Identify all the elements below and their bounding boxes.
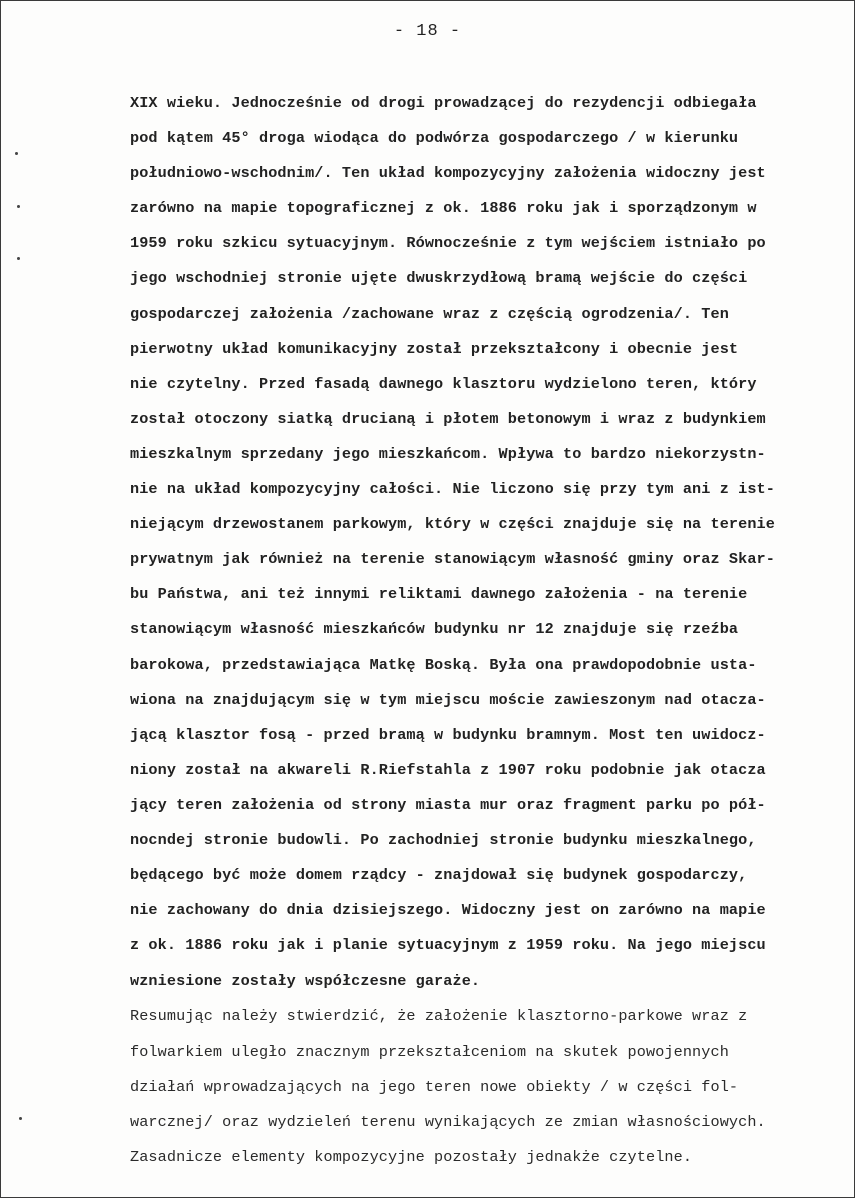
text-line: niony został na akwareli R.Riefstahla z 1907 roku podobnie jak otacza — [130, 760, 766, 779]
text-line: pod kątem 45° droga wiodąca do podwórza gospodarczego / w kierunku — [130, 129, 739, 148]
text-line: nie zachowany do dnia dzisiejszego. Widoczny jest on zarówno na mapie — [130, 901, 766, 920]
page-number: - 18 - — [393, 22, 462, 41]
text-line: pierwotny układ komunikacyjny został przekształcony i obecnie jest — [130, 339, 739, 358]
text-line: został otoczony siatką drucianą i płotem betonowym i wraz z budynkiem — [130, 409, 766, 428]
body-text — [130, 86, 852, 1175]
text-line: jącą klasztor fosą - przed bramą w budynku bramnym. Most ten uwidocz- — [130, 725, 766, 744]
text-line: XIX wieku. Jednocześnie od drogi prowadzącej do rezydencji odbiegała — [130, 94, 757, 112]
text-line: bu Państwa, ani też innymi reliktami dawnego założenia - na terenie — [130, 585, 748, 604]
text-line: zarówno na mapie topograficznej z ok. 1886 roku jak i sporządzonym w — [130, 199, 757, 218]
text-line: prywatnym jak również na terenie stanowiącym własność gminy oraz Skar- — [130, 550, 775, 569]
margin-dot — [17, 205, 20, 208]
text-line: jego wschodniej stronie ujęte dwuskrzydłową bramą wejście do części — [130, 269, 748, 288]
text-line: będącego być może domem rządcy - znajdował się budynek gospodarczy, — [130, 866, 748, 885]
text-line: wzniesione zostały współczesne garaże. — [130, 972, 481, 991]
text-line: niejącym drzewostanem parkowym, który w części znajduje się na terenie — [130, 515, 775, 534]
text-line: warcznej/ oraz wydzieleń terenu wynikających ze zmian własnościowych. — [130, 1112, 766, 1131]
text-line: z ok. 1886 roku jak i planie sytuacyjnym z 1959 roku. Na jego miejscu — [130, 936, 766, 955]
text-line: mieszkalnym sprzedany jego mieszkańcom. Wpływa to bardzo niekorzystn- — [130, 444, 766, 463]
margin-dot — [17, 257, 20, 260]
margin-dot — [15, 152, 18, 155]
text-line: Zasadnicze elementy kompozycyjne pozostały jednakże czytelne. — [130, 1147, 693, 1166]
text-line: folwarkiem uległo znacznym przekształceniom na skutek powojennych — [130, 1042, 729, 1061]
text-line: gospodarczej założenia /zachowane wraz z częścią ogrodzenia/. Ten — [130, 304, 729, 323]
text-line: barokowa, przedstawiająca Matkę Boską. Była ona prawdopodobnie usta- — [130, 655, 757, 674]
text-line: nie na układ kompozycyjny całości. Nie liczono się przy tym ani z ist- — [130, 480, 775, 499]
text-line: Resumując należy stwierdzić, że założenie klasztorno-parkowe wraz z — [130, 1007, 748, 1026]
text-line: wiona na znajdującym się w tym miejscu moście zawieszonym nad otacza- — [130, 690, 766, 709]
text-line: południowo-wschodnim/. Ten układ kompozycyjny założenia widoczny jest — [130, 164, 766, 183]
text-line: działań wprowadzających na jego teren nowe obiekty / w części fol- — [130, 1077, 739, 1096]
text-line: nocndej stronie budowli. Po zachodniej stronie budynku mieszkalnego, — [130, 830, 757, 849]
text-line: stanowiącym własność mieszkańców budynku nr 12 znajduje się rzeźba — [130, 620, 739, 639]
text-line: nie czytelny. Przed fasadą dawnego klasztoru wydzielono teren, który — [130, 374, 757, 393]
text-line: 1959 roku szkicu sytuacyjnym. Równocześnie z tym wejściem istniało po — [130, 234, 766, 253]
text-line: jący teren założenia od strony miasta mur oraz fragment parku po pół- — [130, 795, 766, 814]
margin-dot — [19, 1117, 22, 1120]
